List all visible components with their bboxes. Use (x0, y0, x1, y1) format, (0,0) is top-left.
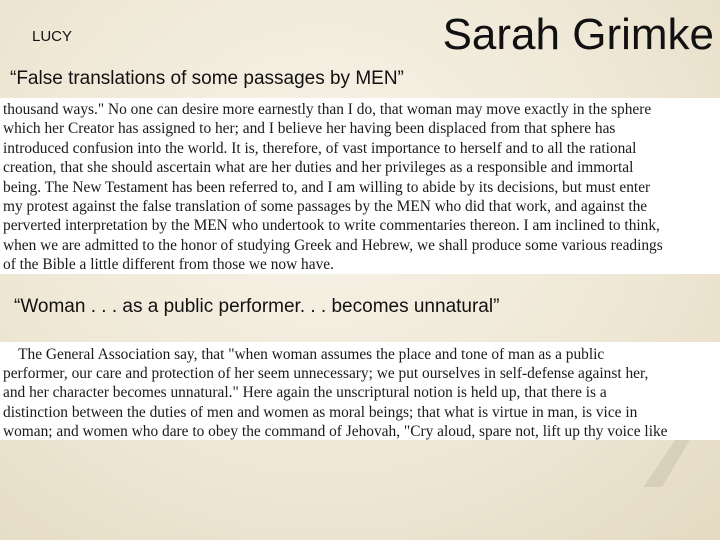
quote-line: being. The New Testament has been referred to, and I am willing to abide by its decisions, but must enter (3, 178, 651, 196)
quote-excerpt-1 (0, 98, 720, 274)
quote-line: my protest against the false translation of some passages by the MEN who did that work, and against the (3, 198, 648, 216)
quote-line: introduced confusion into the world. It is, therefore, of vast importance to herself and to all the rational (3, 139, 637, 157)
section-2-heading: “Woman . . . as a public performer. . . becomes unnatural” (14, 296, 500, 317)
slide-title: Sarah Grimke (442, 10, 714, 59)
quote-excerpt-2 (0, 342, 720, 440)
quote-line: woman; and women who dare to obey the command of Jehovah, "Cry aloud, spare not, lift up thy voice like (3, 422, 668, 440)
quote-line: perverted interpretation by the MEN who undertook to write commentaries thereon. I am inclined to think, (3, 217, 660, 235)
section-1-heading: “False translations of some passages by MEN” (10, 68, 404, 89)
quote-line: distinction between the duties of men and women as moral beings; that what is virtue in man, is vice in (3, 403, 638, 421)
quote-line: which her Creator has assigned to her; and I believe her having been displaced from that sphere has (3, 120, 616, 138)
quote-line: and her character becomes unnatural." Here again the unscriptural notion is held up, that there is a (3, 384, 607, 402)
quote-line: The General Association say, that "when woman assumes the place and tone of man as a public (3, 346, 605, 363)
quote-line: performer, our care and protection of her seem unnecessary; we put ourselves in self-defense against her, (3, 365, 649, 383)
name-label: LUCY (32, 28, 73, 45)
quote-line: when we are admitted to the honor of studying Greek and Hebrew, we shall produce some various readings (3, 236, 663, 254)
quote-line: creation, that she should ascertain what are her duties and her privileges as a responsible and immortal (3, 159, 634, 177)
quote-line: thousand ways." No one can desire more earnestly than I do, that woman may move exactly in the sphere (3, 101, 652, 118)
quote-line: of the Bible a little different from those we now have. (3, 256, 334, 274)
